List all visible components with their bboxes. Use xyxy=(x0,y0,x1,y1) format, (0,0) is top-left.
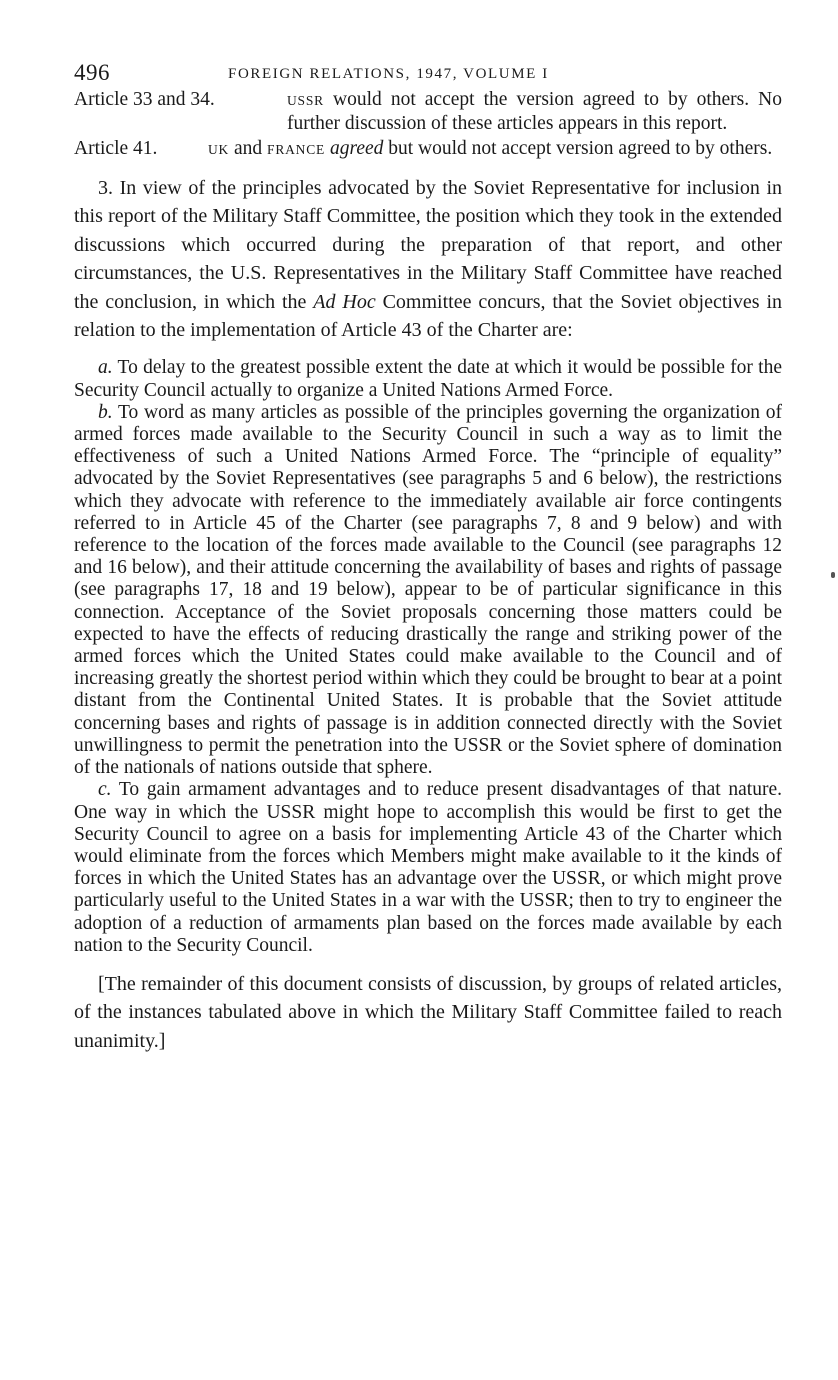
article-note-body: would not accept the version agreed to by others. No further discussion of these articles appears in this report. xyxy=(287,89,782,134)
conjunction: and xyxy=(233,138,263,159)
article-note-41 xyxy=(74,137,782,161)
objective-a xyxy=(74,357,782,401)
objectives-list xyxy=(74,357,782,956)
article-note-33-34 xyxy=(74,88,782,135)
country-france: FRANCE xyxy=(267,142,326,157)
objective-marker: a. xyxy=(98,357,113,379)
article-note-label: Article 33 and 34. xyxy=(74,89,215,110)
article-note-label: Article 41. xyxy=(74,138,158,159)
article-note-body: but would not accept version agreed to by others. xyxy=(388,138,773,159)
article-note-text xyxy=(287,88,782,135)
page-number: 496 xyxy=(74,60,110,85)
editorial-note: [The remainder of this document consists of discussion, by groups of related articles, of the instances tabulated above in which the Military Staff Committee failed to reach unanimity.] xyxy=(74,972,782,1052)
objective-text: To gain armament advantages and to reduce present disadvantages of that nature. One way in which the USSR might hope to accomplish this would be first to get the Security Council to agree on a basis for implementing Article 43 of the Charter which would eliminate from the forces which Members might make available to it the kinds of forces in which the United States has an advantage over the USSR, or which might prove particularly useful to the United States in a war with the USSR; then to try to engineer the adoption of a reduction of armaments plan based on the forces made available by each nation to the Security Council. xyxy=(74,779,782,956)
paragraph-3 xyxy=(74,174,782,344)
objective-text: To word as many articles as possible of the principles governing the organization of armed forces made available to the Security Council in such a way as to limit the effectiveness of such a United Nations Armed Force. The “principle of equality” advocated by the Soviet Representatives (see paragraphs 5 and 6 below), the restrictions which they advocate with reference to the immediately available air force contingents referred to in Article 45 of the Charter (see paragraphs 7, 8 and 9 below) and with reference to the location of the forces made available to the Council (see paragraphs 12 and 16 below), and their attitude concerning the availability of bases and rights of passage (see paragraphs 17, 18 and 19 below), appear to be of particular significance in this connection. Acceptance of the Soviet proposals concerning those matters could be expected to have the effects of reducing drastically the range and striking power of the armed forces which the United States could make available to the Council and of increasing greatly the shortest period within which they could be brought to bear at a point distant from the Continental United States. It is probable that the Soviet attitude concerning bases and rights of passage is in addition connected directly with the Soviet unwillingness to permit the penetration into the USSR or the Soviet sphere of domination of the nationals of nations outside that sphere. xyxy=(74,401,782,779)
emphasis-agreed: agreed xyxy=(329,138,384,159)
objective-c xyxy=(74,779,782,957)
country-ussr: USSR xyxy=(287,93,324,108)
article-note-text xyxy=(208,137,782,161)
objective-text: To delay to the greatest possible extent the date at which it would be possible for the Security Council actually to organize a United Nations Armed Force. xyxy=(74,357,782,401)
objective-marker: c. xyxy=(98,779,112,801)
running-head xyxy=(74,52,782,88)
paragraph-3-text-before: 3. In view of the principles advocated by the Soviet Representative for inclusion in this report of the Military Staff Committee, the position which they took in the extended discussions which occurred during the preparation of that report, and other circumstances, the U.S. Representatives in the Military Staff Committee have reached the conclusion, in which the xyxy=(74,177,782,313)
objective-marker: b. xyxy=(98,401,113,423)
objective-b xyxy=(74,402,782,779)
running-title: FOREIGN RELATIONS, 1947, VOLUME I xyxy=(228,66,549,82)
document-page xyxy=(74,52,782,1055)
ad-hoc-italic: Ad Hoc xyxy=(313,290,376,313)
country-uk: UK xyxy=(208,142,230,157)
paragraph-3-text-after: Committee concurs, that the Soviet objectives in relation to the implementation of Article 43 of the Charter are: xyxy=(74,290,783,342)
scan-mark xyxy=(831,572,835,578)
